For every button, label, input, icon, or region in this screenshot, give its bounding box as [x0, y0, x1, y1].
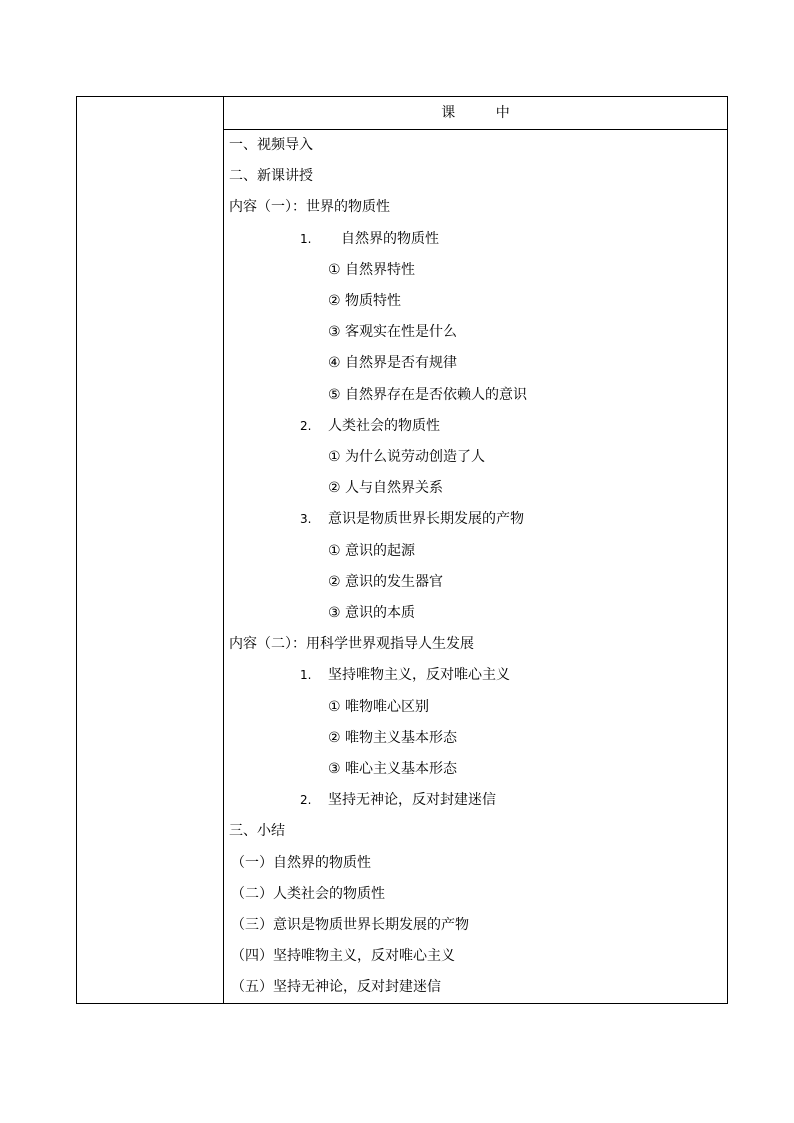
- item-label: 人类社会的物质性: [328, 418, 440, 434]
- sub-item: ④ 自然界是否有规律: [328, 355, 458, 371]
- sub-item: ⑤ 自然界存在是否依赖人的意识: [328, 387, 528, 403]
- sub-item: ① 为什么说劳动创造了人: [328, 449, 486, 465]
- item-label: 意识是物质世界长期发展的产物: [328, 511, 524, 527]
- summary-item: （二）人类社会的物质性: [231, 886, 385, 902]
- item-number: 3.: [300, 512, 312, 526]
- sub-item: ① 唯物唯心区别: [328, 699, 430, 715]
- sub-item: ② 唯物主义基本形态: [328, 730, 458, 746]
- sub-item: ② 人与自然界关系: [328, 480, 444, 496]
- summary-item: （五）坚持无神论，反对封建迷信: [231, 979, 441, 995]
- left-label-cell: [77, 97, 224, 1003]
- sub-item: ③ 客观实在性是什么: [328, 324, 458, 340]
- sub-item: ③ 唯心主义基本形态: [328, 761, 458, 777]
- sub-item: ① 自然界特性: [328, 262, 416, 278]
- item-label: 自然界的物质性: [341, 231, 439, 247]
- item-number: 1.: [300, 668, 312, 682]
- summary-item: （三）意识是物质世界长期发展的产物: [231, 917, 469, 933]
- section-header: 课 中: [224, 97, 727, 130]
- sub-item: ② 物质特性: [328, 293, 402, 309]
- content-two-heading: 内容（二）：用科学世界观指导人生发展: [229, 636, 474, 652]
- summary-item: （四）坚持唯物主义，反对唯心主义: [231, 948, 455, 964]
- item-number: 2.: [300, 793, 312, 807]
- item-label: 坚持无神论，反对封建迷信: [328, 792, 496, 808]
- summary-item: （一）自然界的物质性: [231, 855, 371, 871]
- item-number: 2.: [300, 419, 312, 433]
- content-one-heading: 内容（一）：世界的物质性: [229, 199, 390, 215]
- section-new-lesson: 二、新课讲授: [229, 168, 313, 184]
- section-summary: 三、小结: [229, 823, 285, 839]
- sub-item: ① 意识的起源: [328, 543, 416, 559]
- sub-item: ③ 意识的本质: [328, 605, 416, 621]
- item-number: 1.: [300, 232, 312, 246]
- sub-item: ② 意识的发生器官: [328, 574, 444, 590]
- section-video-intro: 一、视频导入: [229, 137, 313, 153]
- item-label: 坚持唯物主义，反对唯心主义: [328, 667, 510, 683]
